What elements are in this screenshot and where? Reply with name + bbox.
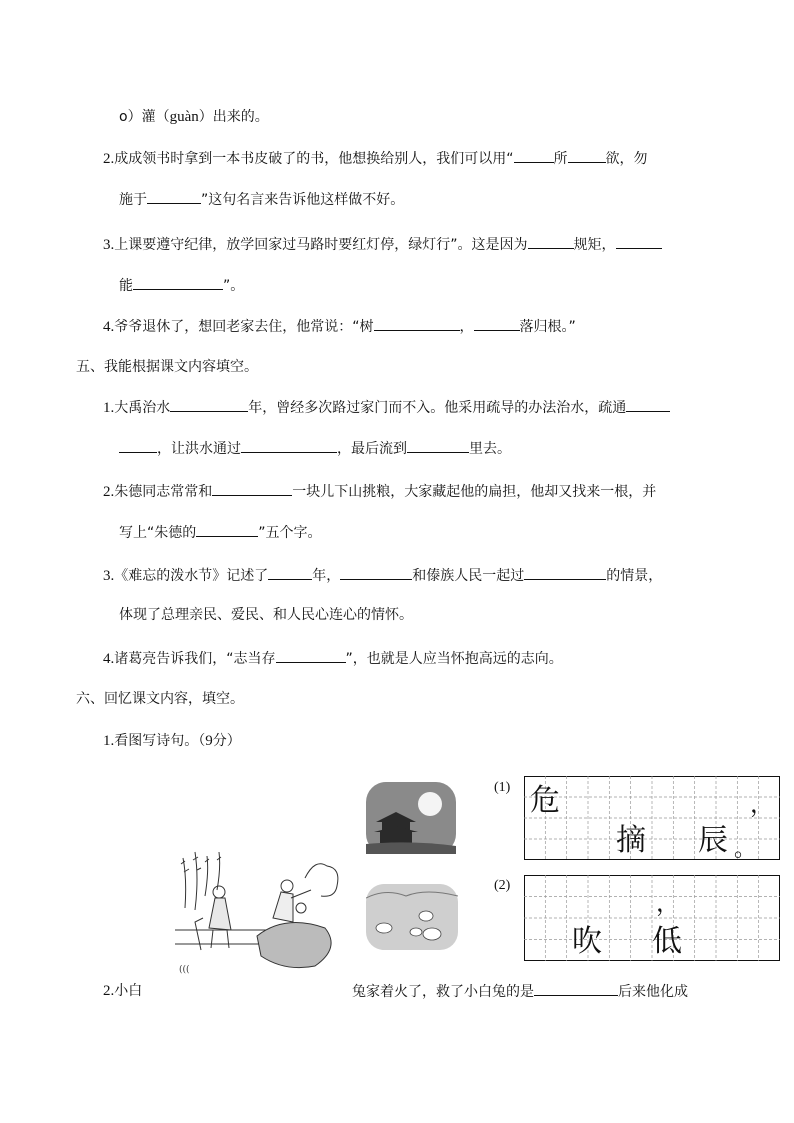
willow-leaves <box>181 857 221 872</box>
s6-item1: 1.看图写诗句。（9分） <box>103 733 241 749</box>
child-body <box>273 892 293 922</box>
s6-item2-right: 兔家着火了，救了小白兔的是 后来他化成 <box>352 981 688 1002</box>
child-head <box>281 880 293 892</box>
answer-blank[interactable] <box>374 316 460 331</box>
section-5-heading: 五、我能根据课文内容填空。 <box>76 359 258 375</box>
grid-char: 摘 <box>616 823 646 858</box>
trees <box>305 864 338 897</box>
answer-blank[interactable] <box>268 565 312 580</box>
answer-blank[interactable] <box>568 148 606 163</box>
grassland-sheep-picture <box>366 884 458 950</box>
answer-blank[interactable] <box>119 438 157 453</box>
q4-item2-line1: 2.成成领书时拿到一本书皮破了的书，他想换给别人，我们可以用“ 所 欲，勿 <box>103 148 648 169</box>
answer-blank[interactable] <box>133 275 223 290</box>
answer-blank[interactable] <box>407 438 469 453</box>
answer-blank[interactable] <box>616 234 662 249</box>
q4-item3-line2: 能 ”。 <box>119 275 244 296</box>
moon-icon <box>418 792 442 816</box>
riverside-scene-illustration <box>175 848 341 976</box>
answer-blank[interactable] <box>196 522 258 537</box>
answer-blank[interactable] <box>626 397 670 412</box>
answer-blank[interactable] <box>474 316 520 331</box>
s5-item3-line2: 体现了总理亲民、爱民、和人民心连心的情怀。 <box>119 607 413 623</box>
rock <box>257 923 331 968</box>
s5-item2-line1: 2.朱德同志常常和 一块儿下山挑粮，大家藏起他的扁担，他却又找来一根，并 <box>103 481 656 502</box>
figure-head <box>213 886 225 898</box>
answer-blank[interactable] <box>241 438 337 453</box>
s5-item1-line1: 1.大禹治水 年，曾经多次路过家门而不入。他采用疏导的办法治水，疏通 <box>103 397 670 418</box>
poem-grid-1[interactable] <box>524 776 780 860</box>
grid-punct: ， <box>656 889 680 917</box>
moon-pavilion-picture <box>366 782 456 854</box>
s5-item3-line1: 3.《难忘的泼水节》记述了 年， 和傣族人民一起过 的情景， <box>103 565 662 586</box>
scene-caption: ((( <box>179 965 190 975</box>
answer-blank[interactable] <box>514 148 554 163</box>
grid-char: 低 <box>652 924 682 959</box>
grid-char: 辰 <box>698 823 728 858</box>
answer-blank[interactable] <box>340 565 412 580</box>
s5-item1-line2: ，让洪水通过 ，最后流到 里去。 <box>119 438 511 459</box>
figure-body <box>209 898 231 930</box>
grid1-label: (1) <box>494 780 511 795</box>
answer-blank[interactable] <box>147 189 201 204</box>
grid-char: 吹 <box>572 924 602 959</box>
child-arm <box>291 890 311 898</box>
s5-item4: 4.诸葛亮告诉我们，“志当存 ”，也就是人应当怀抱高远的志向。 <box>103 648 563 669</box>
grid-char: 危 <box>530 783 560 818</box>
q4-item2-line2: 施于 ”这句名言来告诉他这样做不好。 <box>119 189 404 210</box>
grid-punct: ， <box>750 790 774 818</box>
q4-item4: 4.爷爷退休了，想回老家去住，他常说：“树 ， 落归根。” <box>103 316 576 337</box>
answer-blank[interactable] <box>212 481 292 496</box>
figure-legs <box>211 930 229 948</box>
fishing-rod <box>195 918 203 950</box>
poem-grid-2[interactable] <box>524 875 780 961</box>
grid2-label: (2) <box>494 878 511 893</box>
answer-blank[interactable] <box>170 397 248 412</box>
answer-blank[interactable] <box>534 981 618 996</box>
s6-item2-left: 2.小白 <box>103 983 143 999</box>
child2-head <box>296 903 306 913</box>
answer-blank[interactable] <box>276 648 346 663</box>
q4-item3-line1: 3.上课要遵守纪律，放学回家过马路时要红灯停，绿灯行”。这是因为 规矩， <box>103 234 662 255</box>
q4-line0: o）灌（guàn）出来的。 <box>119 109 269 125</box>
answer-blank[interactable] <box>528 234 574 249</box>
grid-punct: 。 <box>734 837 757 860</box>
section-6-heading: 六、回忆课文内容，填空。 <box>76 691 244 707</box>
answer-blank[interactable] <box>524 565 606 580</box>
s5-item2-line2: 写上“朱德的 ”五个字。 <box>119 522 322 543</box>
